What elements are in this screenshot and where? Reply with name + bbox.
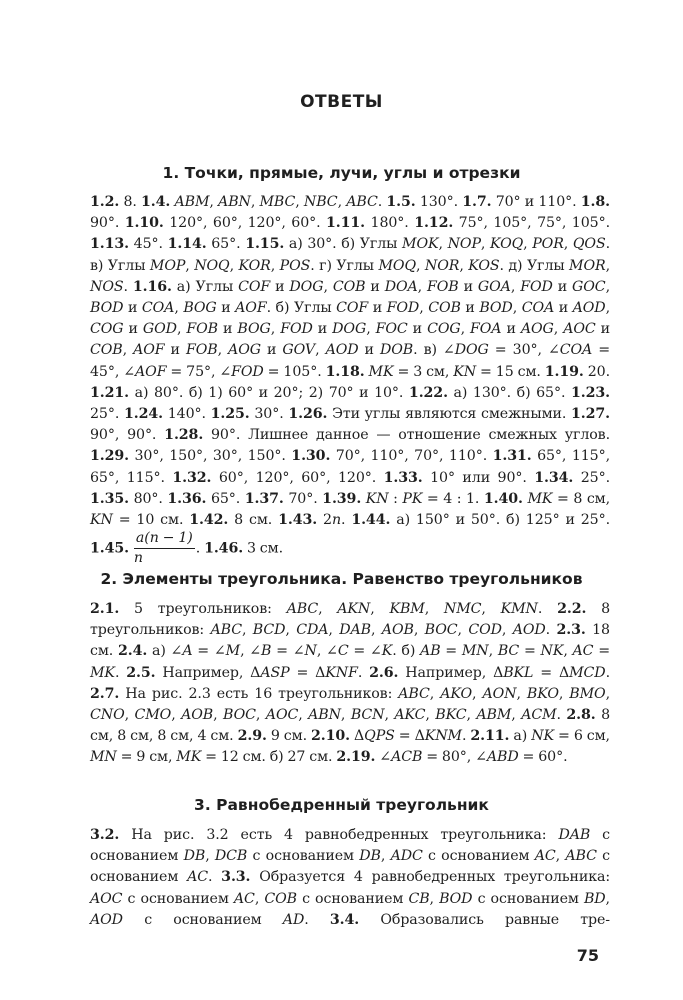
fraction: $\frac{a(n - 1)}{n}$ — [133, 530, 193, 567]
section-heading-2: 2. Элементы треугольника. Равенство треугольников — [100, 570, 583, 588]
section-heading-3: 3. Равнобедренный треугольник — [194, 796, 489, 814]
answers-section-3: 3.2. На рис. 3.2 есть 4 равнобедренных треугольника: DAB с основанием DB, DCB с основанием DB, ADC с основанием AC, ABC с основанием AC. 3.3. Образуется 4 равнобедренных треугольника: AOC с основанием AC, COB с основанием CB, BOD с основанием BD, AOD с основанием AD. 3.4. Образовались равные тре- — [90, 827, 610, 928]
page-title: ОТВЕТЫ — [300, 92, 383, 112]
answers-section-2: 2.1. 5 треугольников: ABC, AKN, KBM, NMC, KMN. 2.2. 8 треугольников: ABC, BCD, CDA, DAB, AOB, BOC, COD, AOD. 2.3. 18 см. 2.4. а) ∠A = ∠M, ∠B = ∠N, ∠C = ∠K. б) AB = MN, BC = NK, AC = MK. 2.5. Например, ΔASP = ΔKNF. 2.6. Например, ΔBKL = ΔMCD. 2.7. На рис. 2.3 есть 16 треугольников: ABC, AKO, AON, BKO, BMO, CNO, CMO, AOB, BOC, AOC, ABN, BCN, AKC, BKC, ABM, ACM. 2.8. 8 см, 8 см, 8 см, 4 см. 2.9. 9 см. 2.10. ΔQPS = ΔKNM. 2.11. а) NK = 6 см, MN = 9 см, MK = 12 см. б) 27 см. 2.19. ∠ACB = 80°, ∠ABD = 60°. — [90, 601, 611, 766]
page-number: 75 — [576, 946, 599, 965]
answers-section-1: 1.2. 8. 1.4. ABM, ABN, MBC, NBC, ABC. 1.5. 130°. 1.7. 70° и 110°. 1.8. 90°. 1.10. 120°, 60°, 120°, 60°. 1.11. 180°. 1.12. 75°, 105°, 75°, 105°. 1.13. 45°. 1.14. 65°. 1.15. а) 30°. б) Углы MOK, NOP, KOQ, POR, QOS. в) Углы MOP, NOQ, KOR, POS. г) Углы MOQ, NOR, KOS. д) Углы MOR, NOS. 1.16. а) Углы COF и DOG, COB и DOA, FOB и GOA, FOD и GOC, BOD и COA, BOG и AOF. б) Углы COF и FOD, COB и BOD, COA и AOD, COG и GOD, FOB и BOG, FOD и DOG, FOC и COG, FOA и AOG, AOC и COB, AOF и FOB, AOG и GOV, AOD и DOB. в) ∠DOG = 30°, ∠COA = 45°, ∠AOF = 75°, ∠FOD = 105°. 1.18. MK = 3 см, KN = 15 см. 1.19. 20. 1.21. а) 80°. б) 1) 60° и 20°; 2) 70° и 10°. 1.22. а) 130°. б) 65°. 1.23. 25°. 1.24. 140°. 1.25. 30°. 1.26. Эти углы являются смежными. 1.27. 90°, 90°. 1.28. 90°. Лишнее данное — отношение смежных углов. 1.29. 30°, 150°, 30°, 150°. 1.30. 70°, 110°, 70°, 110°. 1.31. 65°, 115°, 65°, 115°. 1.32. 60°, 120°, 60°, 120°. 1.33. 10° или 90°. 1.34. 25°. 1.35. 80°. 1.36. 65°. 1.37. 70°. 1.39. KN : PK = 4 : 1. 1.40. MK = 8 см, KN = 10 см. 1.42. 8 см. 1.43. 2n. 1.44. а) 150° и 50°. б) 125° и 25°. 1.45. $\frac{a(n - 1)}{n}$ . 1.46. 3 см. — [90, 194, 611, 567]
section-heading-1: 1. Точки, прямые, лучи, углы и отрезки — [162, 164, 521, 182]
